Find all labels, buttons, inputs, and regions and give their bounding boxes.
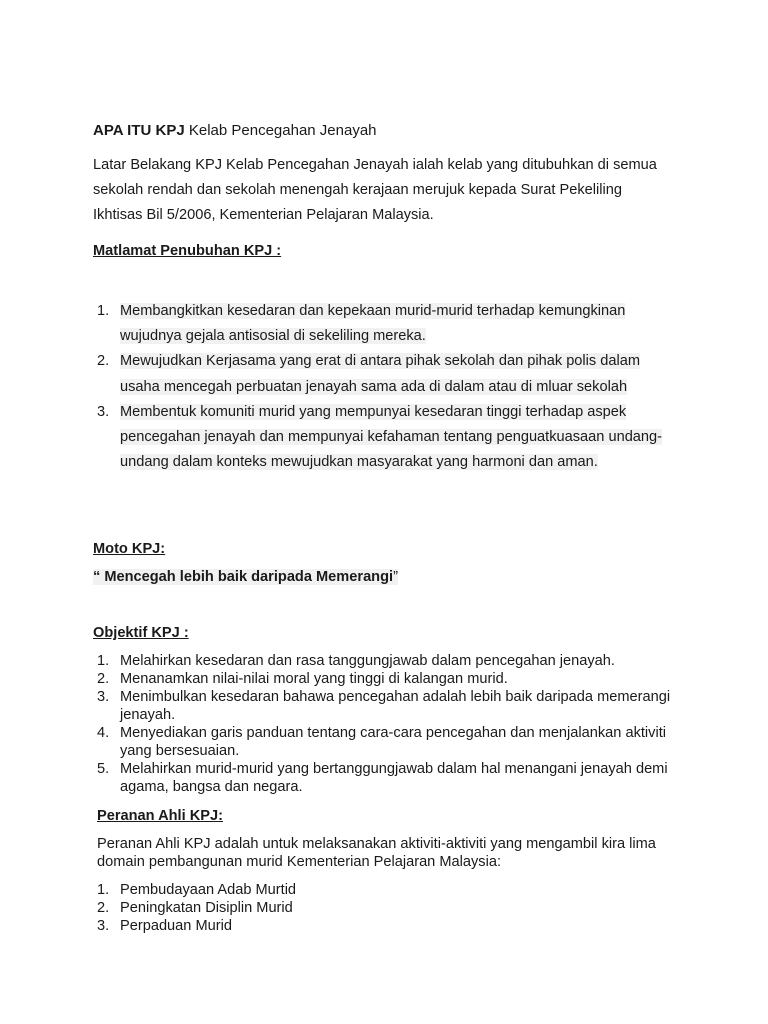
list-text: Membangkitkan kesedaran dan kepekaan murid-murid terhadap kemungkinan wujudnya gejala antisosial di sekeliling mereka. [120,303,626,345]
list-item [93,670,683,688]
peranan-paragraph: Peranan Ahli KPJ adalah untuk melaksanakan aktiviti-aktiviti yang mengambil kira lima domain pembangunan murid Kementerian Pelajaran Malaysia: [97,836,656,870]
list-text: Perpaduan Murid [120,918,232,934]
domain-list [93,881,493,935]
list-text: Menyediakan garis panduan tentang cara-cara pencegahan dan menjalankan aktiviti yang bersesuaian. [120,725,667,759]
list-number: 4. [97,725,110,741]
title-rest: Kelab Pencegahan Jenayah [184,122,377,139]
motto-quote: “ Mencegah lebih baik daripada Memerangi [93,569,394,585]
motto-closing-quote: ” [393,569,398,585]
moto-heading: Moto KPJ: [93,541,166,557]
peranan-heading: Peranan Ahli KPJ: [97,808,223,824]
list-text: Menimbulkan kesedaran bahawa pencegahan adalah lebih baik daripada memerangi jenayah. [120,689,671,723]
list-item [93,724,683,760]
list-number: 3. [97,689,110,705]
list-text: Melahirkan murid-murid yang bertanggungjawab dalam hal menangani jenayah demi agama, bangsa dan negara. [120,761,668,795]
motto-text [93,569,398,585]
objektif-list [93,652,683,796]
list-text: Melahirkan kesedaran dan rasa tanggungjawab dalam pencegahan jenayah. [120,653,615,669]
list-text: Peningkatan Disiplin Murid [120,900,293,916]
list-item [93,881,493,899]
list-item [93,760,683,796]
list-item [93,400,683,476]
list-number: 5. [97,761,110,777]
matlamat-heading: Matlamat Penubuhan KPJ : [93,243,282,259]
list-number: 1. [97,653,110,669]
list-number: 3. [97,403,110,420]
list-number: 2. [97,671,110,687]
document-title [93,122,377,139]
intro-paragraph: Latar Belakang KPJ Kelab Pencegahan Jenayah ialah kelab yang ditubuhkan di semua sekolah rendah dan sekolah menengah kerajaan merujuk kepada Surat Pekeliling Ikhtisas Bil 5/2006, Kementerian Pelajaran Malaysia. [93,157,657,223]
objektif-heading: Objektif KPJ : [93,625,189,641]
list-number: 2. [97,353,110,370]
list-item [93,652,683,670]
title-bold: APA ITU KPJ [93,122,185,139]
list-text: Membentuk komuniti murid yang mempunyai kesedaran tinggi terhadap aspek pencegahan jenayah dan mempunyai kefahaman tentang penguatkuasaan undang-undang dalam konteks mewujudkan masyarakat yang harmoni dan aman. [120,403,663,471]
list-number: 2. [97,900,110,916]
list-number: 3. [97,918,110,934]
list-item [93,349,683,399]
list-text: Mewujudkan Kerjasama yang erat di antara pihak sekolah dan pihak polis dalam usaha mencegah perbuatan jenayah sama ada di dalam atau di mluar sekolah [120,353,641,395]
list-number: 1. [97,303,110,319]
matlamat-list [93,299,683,475]
list-item [93,299,683,349]
list-number: 1. [97,882,110,898]
list-text: Menanamkan nilai-nilai moral yang tinggi di kalangan murid. [120,671,508,687]
list-item [93,899,493,917]
list-text: Pembudayaan Adab Murtid [120,882,297,898]
list-item [93,688,683,724]
list-item [93,917,493,935]
